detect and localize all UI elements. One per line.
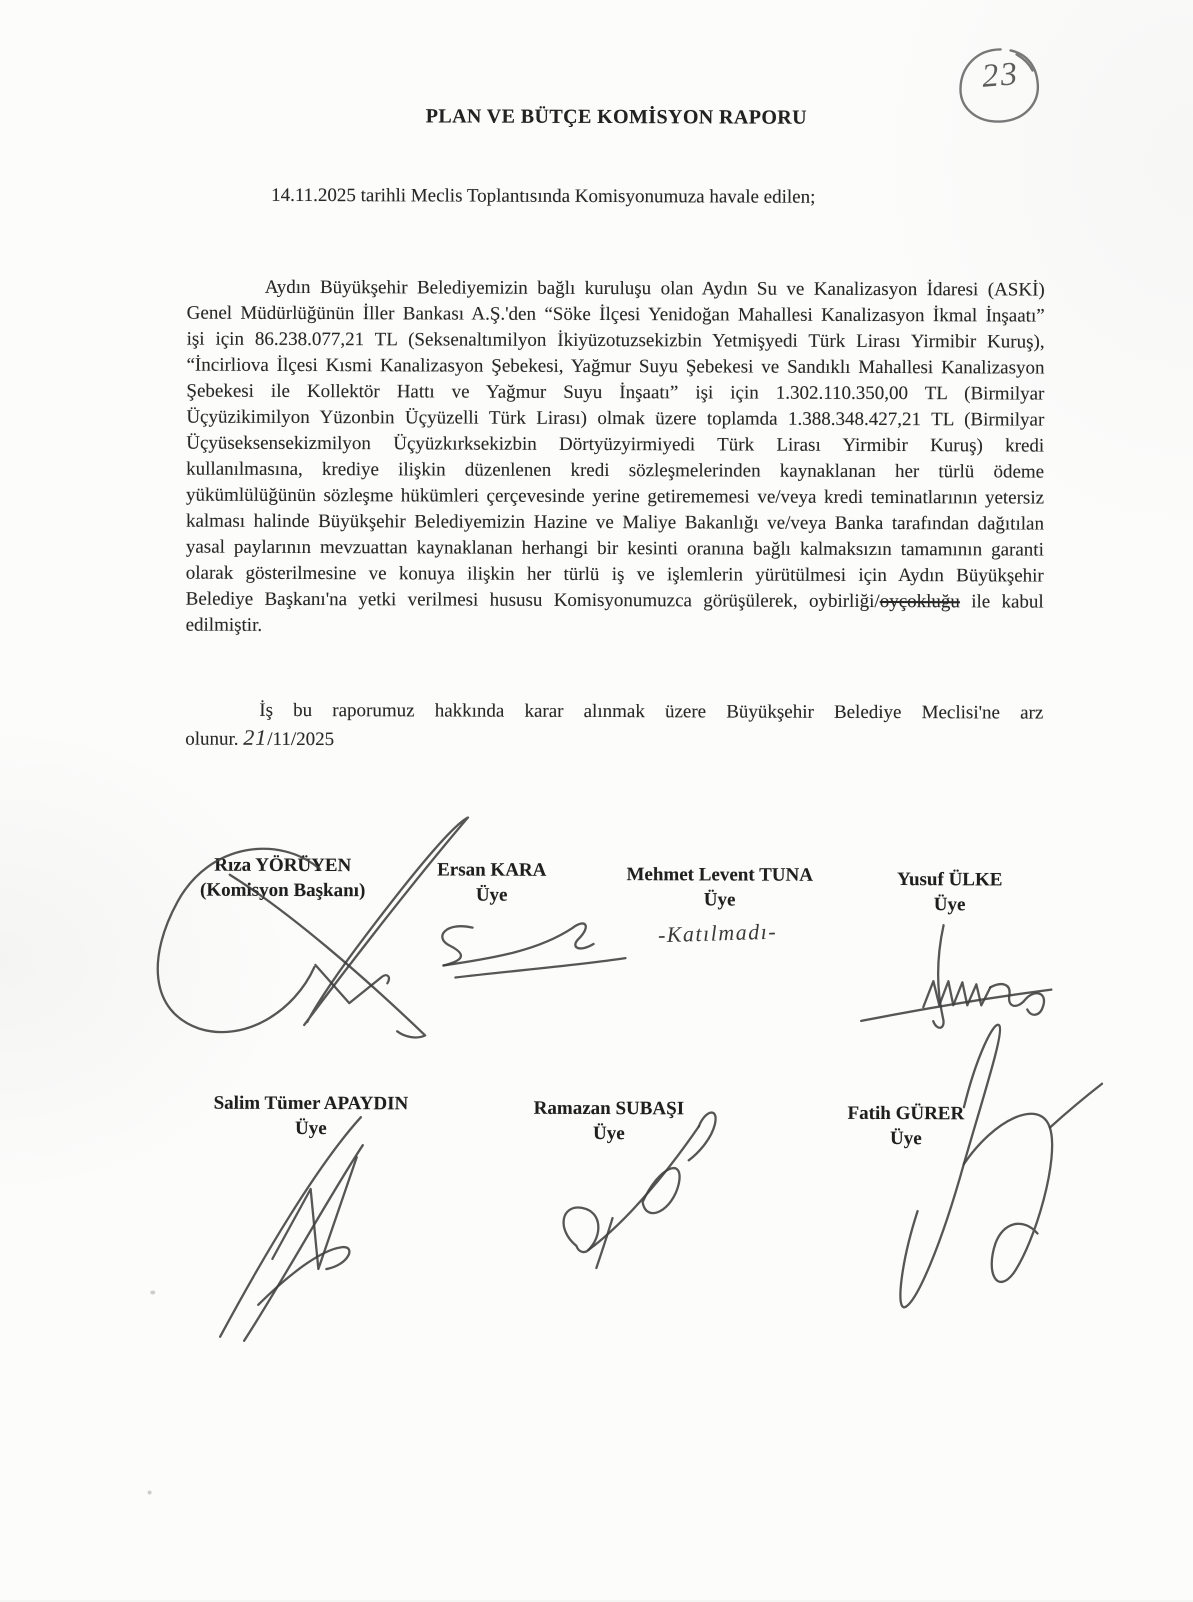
scan-speck bbox=[150, 1290, 155, 1294]
signer-title: Üye bbox=[933, 894, 966, 916]
handwritten-day: 21 bbox=[243, 724, 268, 750]
signer-name: Yusuf ÜLKE bbox=[896, 869, 1003, 891]
signer-name: Salim Tümer APAYDIN bbox=[213, 1092, 409, 1115]
signer-block-ersan-kara bbox=[362, 857, 622, 908]
signer-title: Üye bbox=[889, 1128, 922, 1150]
scan-speck bbox=[148, 1490, 152, 1494]
intro-line: 14.11.2025 tarihli Meclis Toplantısında Komisyonumuza havale edilen; bbox=[271, 184, 816, 208]
signer-name: Mehmet Levent TUNA bbox=[626, 864, 813, 886]
signer-name: Ersan KARA bbox=[437, 859, 547, 881]
signer-block-salim-tumer-apaydin bbox=[181, 1091, 441, 1142]
katilmadi-note: -Katılmadı- bbox=[657, 918, 778, 948]
signer-block-ramazan-subasi bbox=[479, 1096, 739, 1147]
body-part2: ile kabul edilmiştir. bbox=[185, 591, 1044, 636]
page-number: 23 bbox=[980, 55, 1021, 95]
signer-title: Üye bbox=[592, 1122, 625, 1145]
struck-word: oyçokluğu bbox=[879, 590, 960, 613]
body-part1: Aydın Büyükşehir Belediyemizin bağlı kuruluşu olan Aydın Su ve Kanalizasyon İdaresi (ASKİ) Genel Müdürlüğünün İller Bankası A.Ş.'den “Söke İlçesi Yenidoğan Mahallesi Kanalizasyon İkmal İnşaatı” işi için 86.238.077,21 TL (Seksenaltımilyon İkiyüzotuzsekizbin Yetmişyedi Türk Lirası Yirmibir Kuruş), “İncirliova İlçesi Kısmi Kanalizasyon Şebekesi, Yağmur Suyu Şebekesi ve Sandıklı Mahallesi Kanalizasyon Şebekesi ile Kollektör Hattı ve Yağmur Suyu İnşaatı” işi için 1.302.110.350,00 TL (Birmilyar Üçyüzikimilyon Yüzonbin Üçyüzelli Türk Lirası) olmak üzere toplamda 1.388.348.427,21 TL (Birmilyar Üçyüseksensekizmilyon Üçyüzkırksekizbin Dörtyüzyirmiyedi Türk Lirası Yirmibir Kuruş) kredi kullanılmasına, krediye ilişkin düzenlenen kredi sözleşmelerinden kaynaklanan her türlü ödeme yükümlülüğünün sözleşme hükümleri çerçevesinde yerine getirememesi ve/veya kredi teminatlarının yetersiz kalması halinde Büyükşehir Belediyemizin Hazine ve Maliye Bakanlığı ve/veya Banka tarafından dağıtılan yasal paylarının mevzuattan kaynaklanan herhangi bir kesinti oranına bağlı kalmaksızın tamamının garanti olarak gösterilmesine ve konuya ilişkin her türlü iş ve işlemlerin yürütülmesi için Aydın Büyükşehir Belediye Başkanı'na yetki verilmesi hususu Komisyonumuzca görüşülerek, oybirliği/ bbox=[185, 276, 1045, 612]
signer-title: Üye bbox=[703, 889, 736, 911]
signer-name: Fatih GÜRER bbox=[847, 1102, 965, 1125]
report-body bbox=[186, 275, 1045, 642]
signer-name: Rıza YÖRÜYEN bbox=[214, 854, 352, 877]
closing-line1: İş bu raporumuz hakkında karar alınmak üzere Büyükşehir Belediye Meclisi'ne arz bbox=[259, 699, 1044, 724]
signer-block-yusuf-ulke bbox=[820, 867, 1080, 918]
signer-title: (Komisyon Başkanı) bbox=[200, 879, 366, 902]
closing-line2 bbox=[185, 724, 1043, 756]
signer-name: Ramazan SUBAŞI bbox=[533, 1097, 685, 1120]
page-title: PLAN VE BÜTÇE KOMİSYON RAPORU bbox=[425, 105, 808, 129]
signer-block-fatih-gurer bbox=[776, 1101, 1036, 1152]
closing-date: /11/2025 bbox=[267, 728, 335, 751]
closing-prefix: olunur. bbox=[185, 728, 239, 750]
signer-title: Üye bbox=[294, 1117, 327, 1140]
signer-title: Üye bbox=[475, 884, 508, 906]
closing-paragraph bbox=[185, 697, 1043, 756]
signer-block-mehmet-levent-tuna bbox=[590, 862, 850, 913]
